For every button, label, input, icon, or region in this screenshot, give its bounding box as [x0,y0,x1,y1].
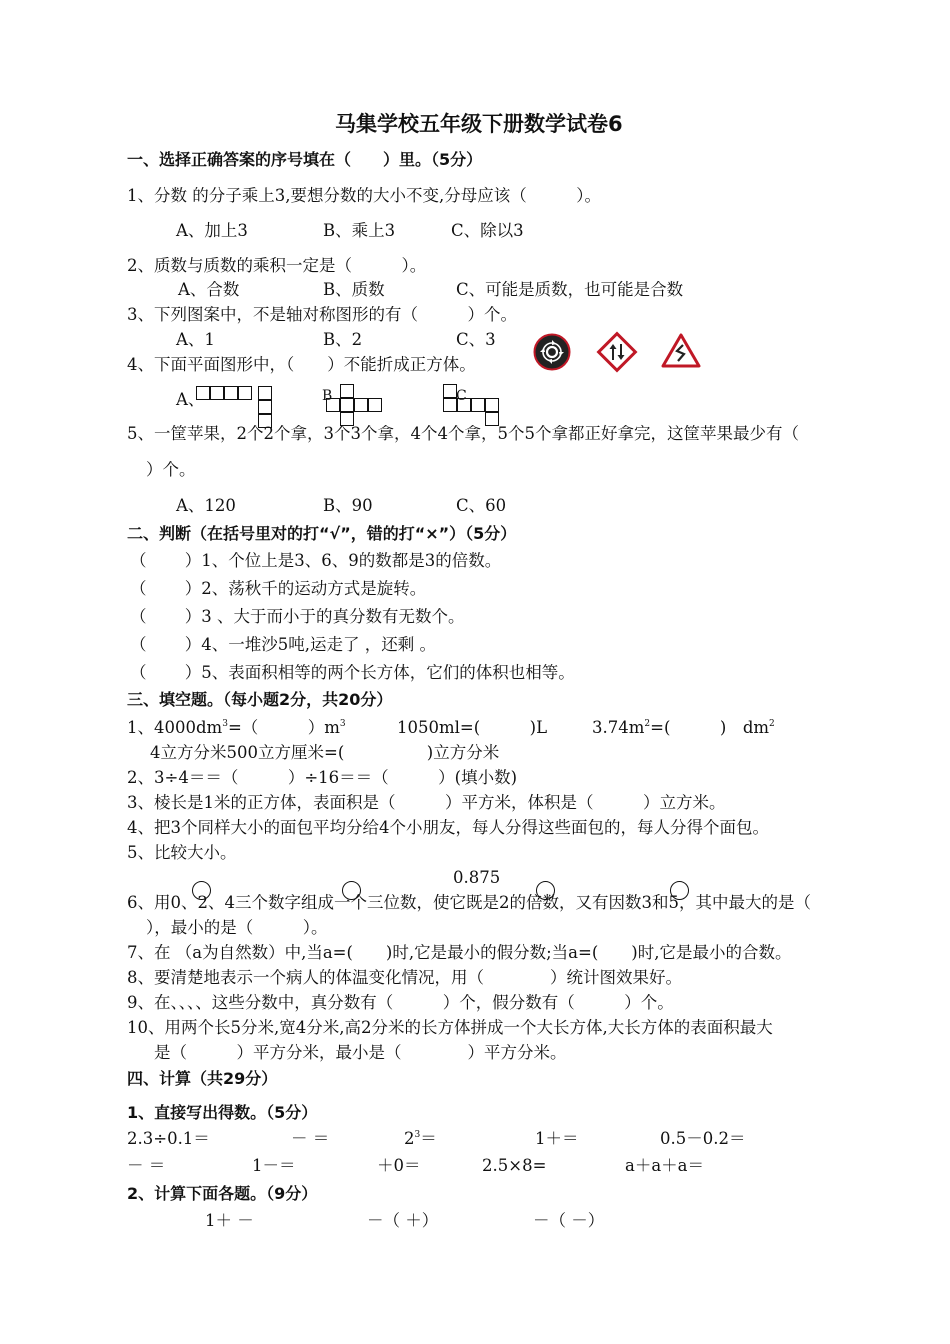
s2-item-5: （ ）5、表面积相等的两个长方体，它们的体积也相等。 [130,663,575,682]
s1-q2-option-c: C、可能是质数，也可能是合数 [456,280,684,299]
calc-item: 1＋＝ [535,1129,579,1148]
s1-q5-option-a: A、120 [176,496,236,515]
s4-sub-2: 2、计算下面各题。（9分） [127,1184,318,1203]
s3-question-3: 3、棱长是1米的正方体，表面积是（ ）平方米，体积是（ ）立方米。 [127,793,726,812]
calc-item: a＋a＋a＝ [625,1156,705,1175]
s1-q3-option-b: B、2 [323,330,363,349]
calc-item: －（ －） [533,1211,605,1230]
section-1-heading: 一、选择正确答案的序号填在（ ）里。（5分） [127,150,483,169]
s1-q5-option-c: C、60 [456,496,507,515]
s1-q1-option-c: C、除以3 [451,221,524,240]
s1-q2-option-a: A、合数 [178,280,240,299]
calc-item: $2^3=$ [404,1129,437,1148]
s3-question-1-part-2: 1050ml=( )L [397,718,548,737]
s1-q4-option-c: C [456,388,467,404]
calc-item: ＋0＝ [377,1156,421,1175]
calc-item: －（ ＋） [367,1211,439,1230]
s1-question-5-cont: ）个。 [146,460,196,479]
calc-item: － ＝ [127,1156,166,1175]
winding-road-warning-sign-icon [661,333,701,369]
s3-question-9: 9、在、、、、这些分数中，真分数有（ ）个，假分数有（ ）个。 [127,993,674,1012]
s3-question-4: 4、把3个同样大小的面包平均分给4个小朋友，每人分得这些面包的，每人分得个面包。 [127,818,769,837]
s3-question-8: 8、要清楚地表示一个病人的体温变化情况，用（ ）统计图效果好。 [127,968,682,987]
two-way-traffic-sign-icon [596,331,638,373]
section-3-heading: 三、填空题。（每小题2分，共20分） [127,690,393,709]
s3-q5-value: 0.875 [453,868,501,887]
s1-question-1: 1、分数 的分子乘上3,要想分数的大小不变,分母应该（ ）。 [127,186,601,205]
s3-question-1-part-3: $3.74m^2=$( ) $dm^2$ [592,718,775,737]
s1-q5-option-b: B、90 [323,496,373,515]
s2-item-1: （ ）1、个位上是3、6、9的数都是3的倍数。 [130,551,502,570]
s1-q4-option-a: A、 [176,390,205,409]
s3-question-6-cont: ），最小的是（ ）。 [146,918,328,937]
s4-sub-1: 1、直接写出得数。（5分） [127,1103,318,1122]
s1-q1-option-a: A、加上3 [176,221,248,240]
s2-item-4: （ ）4、一堆沙5吨,运走了 ，还剩 。 [130,635,436,654]
section-2-heading: 二、判断（在括号里对的打“√”，错的打“×”）（5分） [127,524,517,543]
s2-item-3: （ ）3 、大于而小于的真分数有无数个。 [130,607,465,626]
s1-q2-option-b: B、质数 [323,280,385,299]
s3-question-1: 1、$4000dm^3=$（ ）$m^3$ [127,718,346,737]
s1-question-3: 3、下列图案中，不是轴对称图形的有（ ）个。 [127,305,517,324]
s3-question-6: 6、用0、2、4三个数字组成一个三位数，使它既是2的倍数，又有因数3和5，其中最大的是（ [127,893,811,912]
s1-question-4: 4、下面平面图形中，（ ）不能折成正方体。 [127,355,476,374]
s1-q1-option-b: B、乘上3 [323,221,396,240]
section-4-heading: 四、计算（共29分） [127,1069,278,1088]
s2-item-2: （ ）2、荡秋千的运动方式是旋转。 [130,579,427,598]
roundabout-sign-icon [533,333,571,371]
calc-item: 2.3÷0.1＝ [127,1129,210,1148]
page-title: 马集学校五年级下册数学试卷6 [335,112,623,136]
calc-item: 1＋ － [205,1211,254,1230]
s1-q3-option-c: C、3 [456,330,496,349]
s1-q4-option-b: B [322,388,333,404]
s3-question-1-line-2: 4立方分米500立方厘米=( )立方分米 [150,743,500,762]
s3-question-5: 5、比较大小。 [127,843,237,862]
calc-item: 0.5－0.2＝ [660,1129,746,1148]
calc-item: 1－＝ [252,1156,296,1175]
s3-question-2: 2、3÷4＝＝（ ）÷16＝＝（ ）(填小数) [127,768,518,787]
s3-question-7: 7、在 （a为自然数）中,当a=( )时,它是最小的假分数;当a=( )时,它是最小的合数。 [127,943,792,962]
calc-item: 2.5×8= [482,1156,547,1175]
s3-question-10: 10、用两个长5分米,宽4分米,高2分米的长方体拼成一个大长方体,大长方体的表面积最大 [127,1018,773,1037]
s1-q3-option-a: A、1 [176,330,215,349]
s1-question-2: 2、质数与质数的乘积一定是（ ）。 [127,256,427,275]
s3-question-10-cont: 是（ ）平方分米，最小是（ ）平方分米。 [154,1043,567,1062]
s1-question-5: 5、一筐苹果，2个2个拿，3个3个拿，4个4个拿，5个5个拿都正好拿完，这筐苹果最少有（ [127,424,799,443]
calc-item: － ＝ [291,1129,330,1148]
